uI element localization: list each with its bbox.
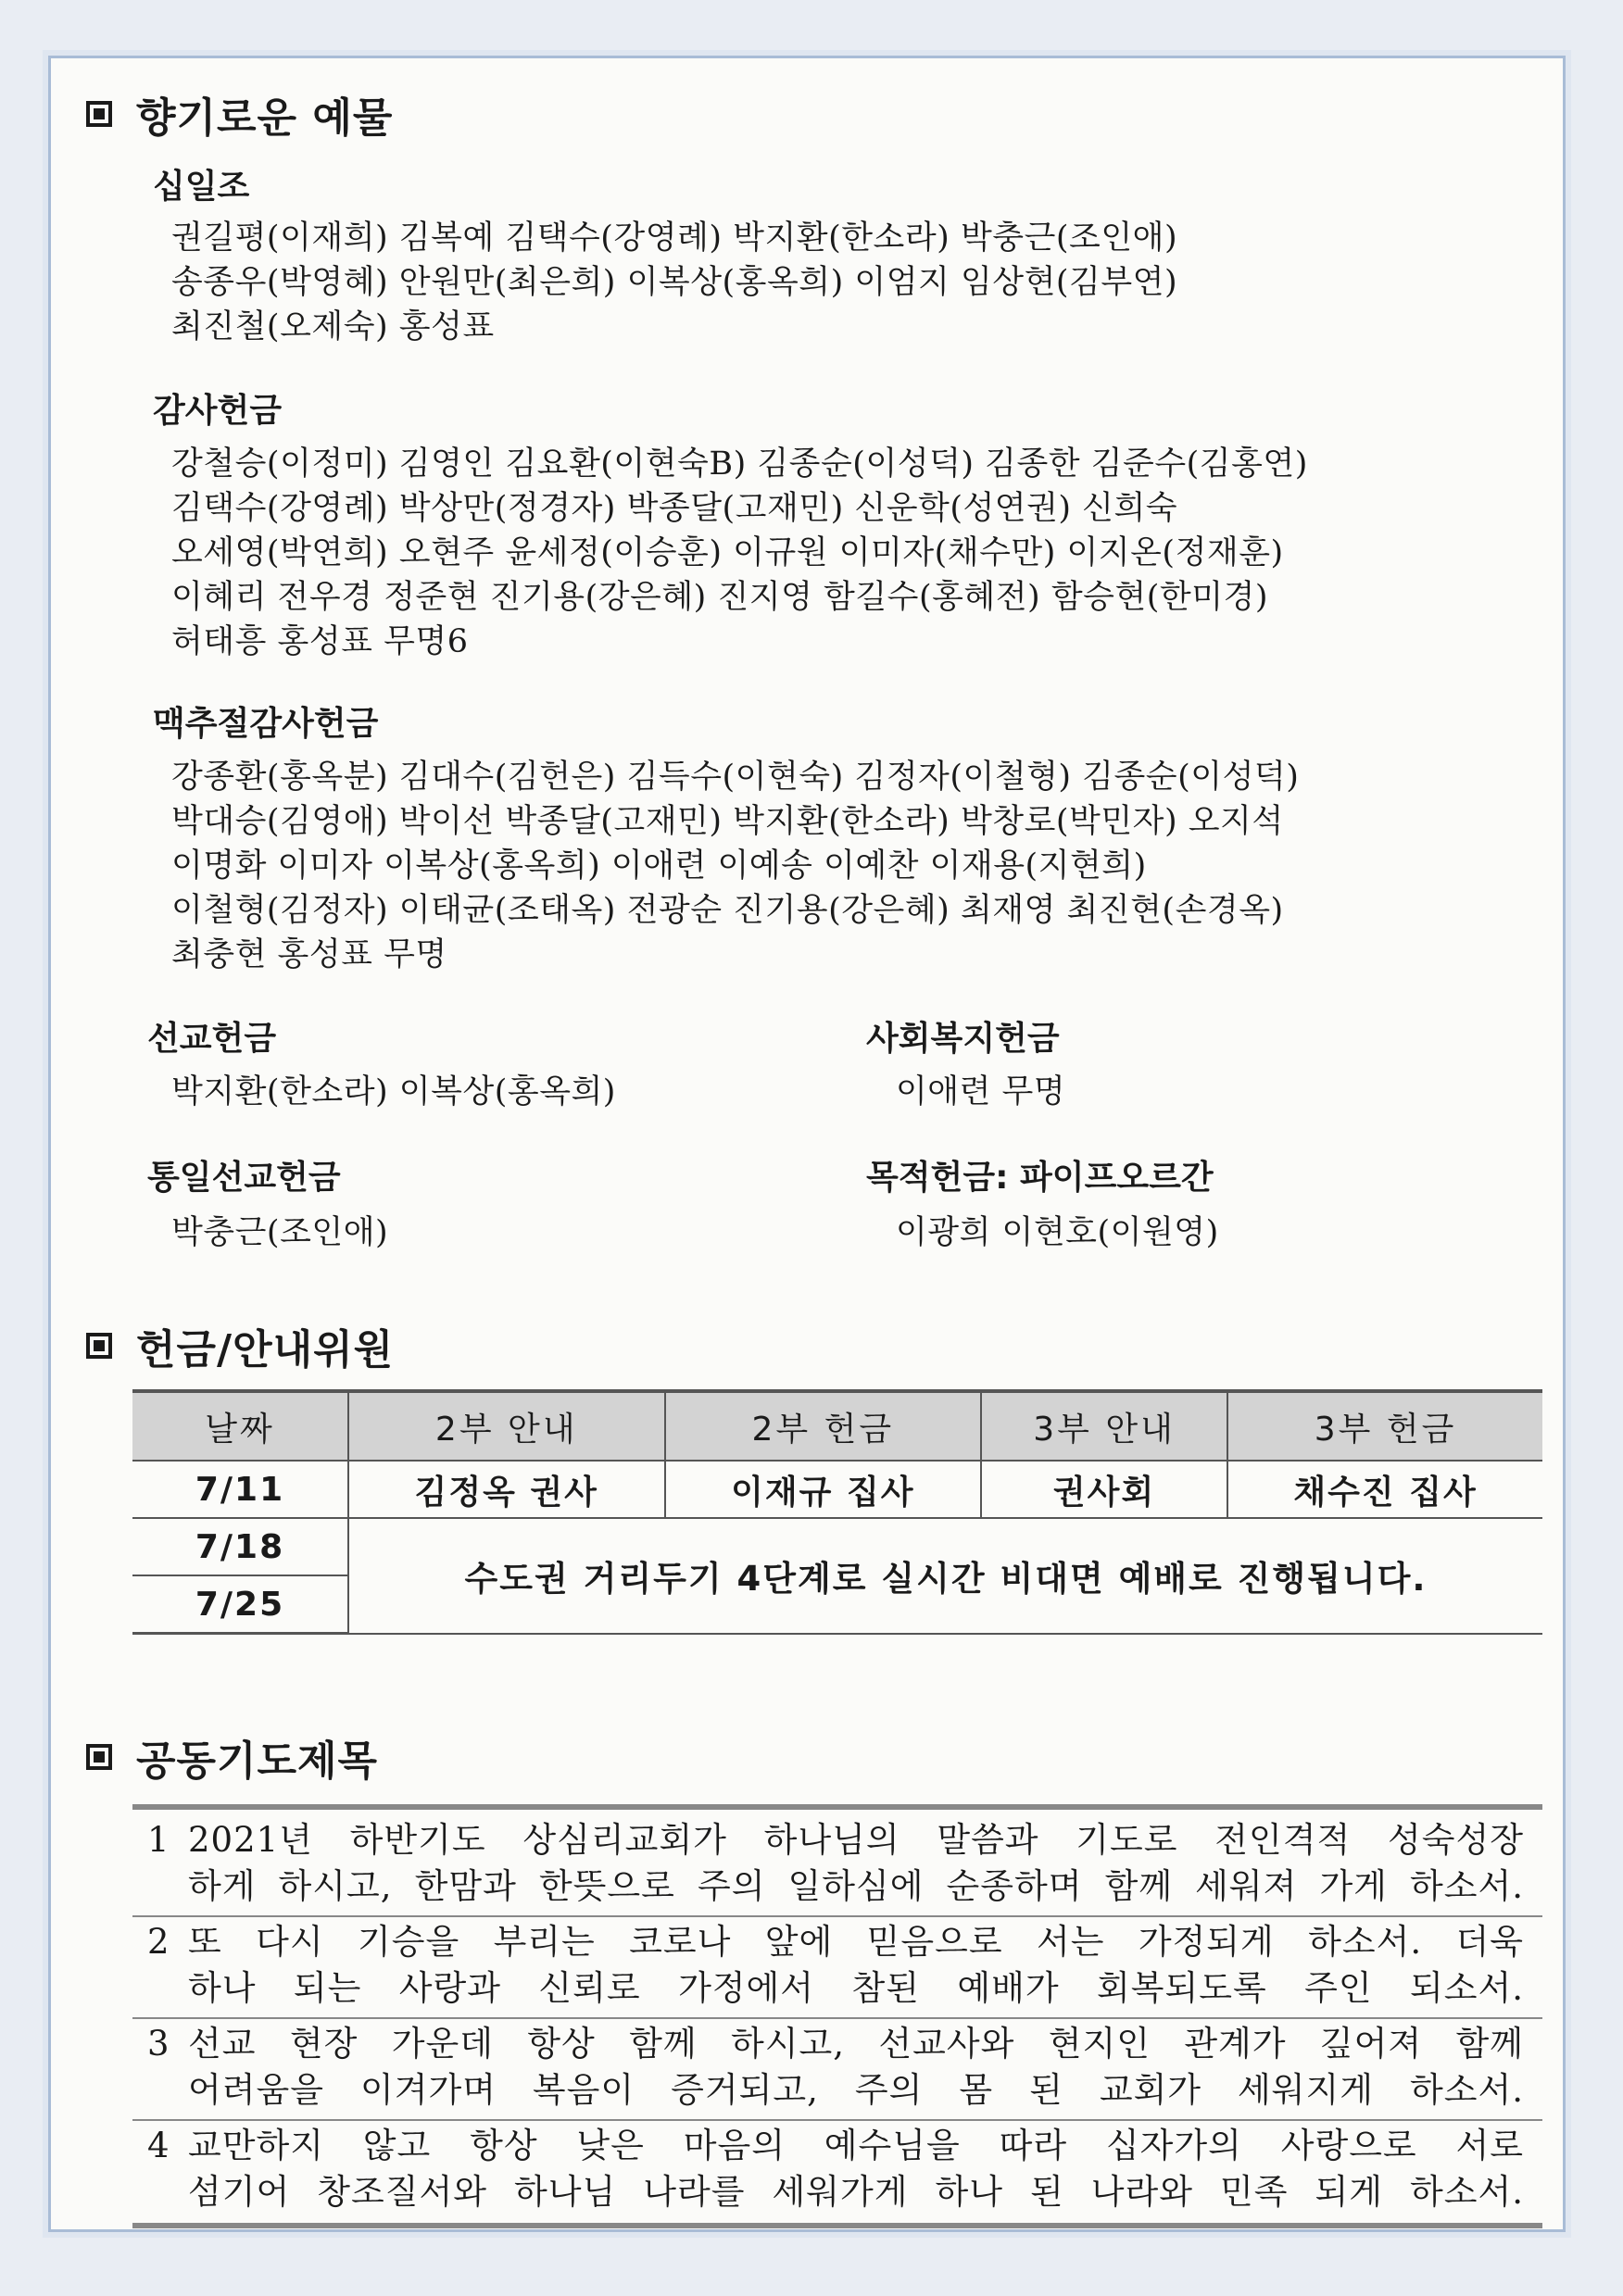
tithe-line: 권길평(이재희) 김복예 김택수(강영례) 박지환(한소라) 박충근(조인애) [171, 220, 1178, 257]
date-cell: 7/18 [132, 1518, 348, 1575]
ushers-title: 헌금/안내위원 [136, 1326, 395, 1374]
bulletin-page [48, 56, 1566, 2232]
mission-names: 박지환(한소라) 이복상(홍옥희) [171, 1073, 616, 1110]
unification-label: 통일선교헌금 [147, 1159, 341, 1197]
offerings-section-title [86, 84, 393, 144]
prayer-section-title [86, 1727, 378, 1787]
thanks-line: 허태흥 홍성표 무명6 [171, 623, 469, 660]
prayer-line: 어려움을 이겨가며 복음이 증거되고, 주의 몸 된 교회가 세워지게 하소서. [188, 2070, 1524, 2110]
harvest-label: 맥추절감사헌금 [153, 705, 379, 743]
thanks-names [171, 442, 1308, 664]
thanks-line: 오세영(박연희) 오현주 윤세정(이승훈) 이규원 이미자(채수만) 이지온(정재훈) [171, 534, 1284, 571]
table-cell: 김정옥 권사 [348, 1461, 665, 1518]
date-cell: 7/25 [132, 1575, 348, 1634]
ushers-section-title [86, 1316, 394, 1375]
prayer-line: 하게 하시고, 한맘과 한뜻으로 주의 일하심에 순종하며 함께 세워져 가게 하소서. [188, 1866, 1524, 1906]
harvest-line: 이철형(김정자) 이태균(조태옥) 전광순 진기용(강은혜) 최재영 최진현(손경옥) [171, 892, 1284, 929]
table-row [132, 1461, 1542, 1518]
prayer-text [188, 2021, 1524, 2114]
list-item [132, 1917, 1542, 2019]
mission-label: 선교헌금 [147, 1020, 277, 1058]
table-header-row [132, 1391, 1542, 1461]
square-bullet-icon [86, 1333, 112, 1359]
tithe-line: 송종우(박영혜) 안원만(최은희) 이복상(홍옥희) 이엄지 임상현(김부연) [171, 264, 1178, 301]
offerings-title: 향기로운 예물 [136, 94, 394, 142]
prayer-text [188, 2123, 1524, 2215]
harvest-line: 박대승(김영애) 박이선 박종달(고재민) 박지환(한소라) 박창로(박민자) 오지석 [171, 803, 1284, 840]
prayer-line: 선교 현장 가운데 항상 함께 하시고, 선교사와 현지인 관계가 깊어져 함께 [188, 2024, 1524, 2064]
prayer-number: 1 [147, 1820, 170, 1860]
welfare-names: 이애련 무명 [896, 1073, 1066, 1110]
prayer-text [188, 1919, 1524, 2012]
tithe-names [171, 216, 1177, 349]
table-cell: 이재규 집사 [665, 1461, 982, 1518]
unification-names: 박충근(조인애) [171, 1214, 389, 1251]
prayer-list [132, 1804, 1542, 2228]
table-cell: 채수진 집사 [1227, 1461, 1542, 1518]
table-header: 3부 헌금 [1227, 1391, 1542, 1461]
date-cell: 7/11 [132, 1461, 348, 1518]
table-header: 3부 안내 [981, 1391, 1227, 1461]
square-bullet-icon [86, 101, 112, 127]
harvest-line: 이명화 이미자 이복상(홍옥희) 이애련 이예송 이예찬 이재용(지현희) [171, 847, 1147, 885]
prayer-line: 교만하지 않고 항상 낮은 마음의 예수님을 따라 십자가의 사랑으로 서로 [188, 2126, 1524, 2165]
thanks-line: 김택수(강영례) 박상만(정경자) 박종달(고재민) 신운학(성연권) 신희숙 [171, 490, 1178, 527]
thanks-line: 강철승(이정미) 김영인 김요환(이현숙B) 김종순(이성덕) 김종한 김준수(김홍연) [171, 445, 1308, 483]
thanks-label: 감사헌금 [153, 392, 283, 430]
prayer-number: 4 [147, 2126, 170, 2165]
ushers-table [132, 1389, 1542, 1635]
tithe-line: 최진철(오제숙) 홍성표 [171, 308, 495, 345]
prayer-line: 하나 되는 사랑과 신뢰로 가정에서 참된 예배가 회복되도록 주인 되소서. [188, 1968, 1524, 2008]
purpose-names: 이광희 이현호(이원영) [896, 1214, 1219, 1251]
prayer-number: 2 [147, 1922, 170, 1962]
table-header: 2부 헌금 [665, 1391, 982, 1461]
prayer-line: 섬기어 창조질서와 하나님 나라를 세워가게 하나 된 나라와 민족 되게 하소서. [188, 2172, 1524, 2212]
welfare-label: 사회복지헌금 [866, 1020, 1060, 1058]
list-item [132, 2019, 1542, 2121]
prayer-number: 3 [147, 2024, 170, 2064]
list-item [132, 2121, 1542, 2221]
table-row [132, 1518, 1542, 1575]
table-header: 날짜 [132, 1391, 348, 1461]
purpose-label: 목적헌금: 파이프오르간 [866, 1159, 1214, 1197]
prayer-text [188, 1817, 1524, 1910]
prayer-title: 공동기도제목 [136, 1738, 379, 1785]
harvest-names [171, 755, 1299, 977]
thanks-line: 이혜리 전우경 정준현 진기용(강은혜) 진지영 함길수(홍혜전) 함승현(한미경) [171, 579, 1268, 616]
online-notice: 수도권 거리두기 4단계로 실시간 비대면 예배로 진행됩니다. [348, 1518, 1542, 1634]
list-item [132, 1815, 1542, 1917]
prayer-line: 또 다시 기승을 부리는 코로나 앞에 믿음으로 서는 가정되게 하소서. 더욱 [188, 1922, 1524, 1962]
square-bullet-icon [86, 1744, 112, 1770]
prayer-line: 2021년 하반기도 상심리교회가 하나님의 말씀과 기도로 전인격적 성숙성장 [188, 1820, 1524, 1860]
harvest-line: 최충현 홍성표 무명 [171, 936, 447, 973]
harvest-line: 강종환(홍옥분) 김대수(김헌은) 김득수(이현숙) 김정자(이철형) 김종순(이성덕) [171, 759, 1300, 796]
table-cell: 권사회 [981, 1461, 1227, 1518]
tithe-label: 십일조 [153, 168, 250, 206]
table-header: 2부 안내 [348, 1391, 665, 1461]
